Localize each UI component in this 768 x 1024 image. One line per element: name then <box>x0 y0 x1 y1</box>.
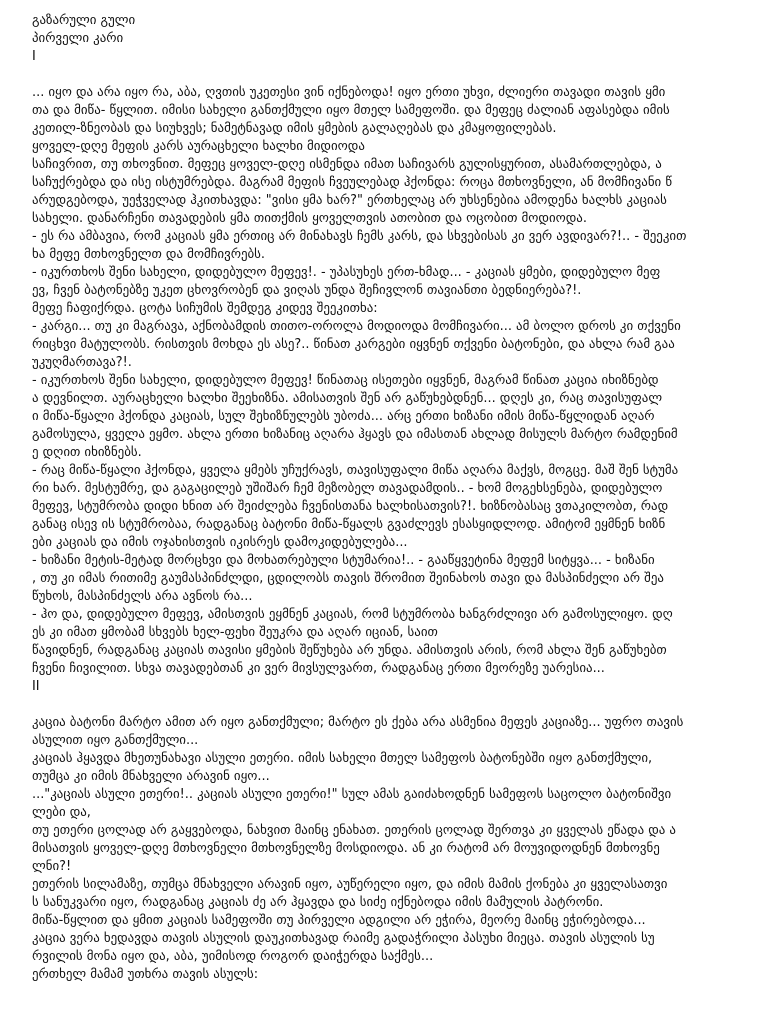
text-line: წავიდნენ, რადგანაც კაციას თავისი ყმების შეწუხება არ უნდა. ამისთვის არის, რომ ახლა შენ გაწუხებთ <box>32 643 667 658</box>
text-line: - ხიზანი მეტის-მეტად მორცხვი და მოხათრებული სტუმარია!.. - გააწყვეტინა მეფემ სიტყვა... - ხიზანი <box>32 553 655 568</box>
text-line: საჩივრით, თუ თხოვნით. მეფეც ყოველ-დღე ისმენდა იმათ საჩივარს გულისყურით, ასამართლებდა, ა <box>32 157 662 172</box>
text-line: ი მიწა-წყალი ჰქონდა კაციას, სულ შეხიზნულებს უბოძა... არც ერთი ხიზანი იმის მიწა-წყლიდან აღარ <box>32 409 655 424</box>
text-line: - ჰო და, დიდებულო მეფევ, ამისთვის ეყმნენ კაციას, რომ სტუმრობა ხანგრძლივი არ გამოსულიყო. დღ <box>32 607 673 622</box>
text-line: , თუ კი იმას რითიმე გაუმასპინძლდი, ცდილობს თავის შრომით შეინახოს თავი და მასპინძელი არ შეა <box>32 571 664 586</box>
text-line: ა დევნილთ. აურაცხელი ხალხი შეეხიზნა. ამისათვის შენ არ გაწუხებდნენ... დღეს კი, რაც თავისუფალ <box>32 391 663 406</box>
text-line: რი ხარ. მესტუმრე, და გაგაცილებ უშიშარ ჩემ მეზობელ თავადამდის.. - ხომ მოგეხსენება, დიდებულო <box>32 481 663 496</box>
document-subtitle: პირველი კარი <box>32 31 124 46</box>
text-line: არუდგებოდა, უეჭველად ჰკითხავდა: "ვისი ყმა ხარ?" ერთხელაც არ უხსენებია ამოდენა ხალხს კაციას <box>32 193 667 208</box>
text-line: მიწა-წყლით და ყმით კაციას სამეფოში თუ პირველი ადგილი არ ეჭირა, მეორე მაინც ეჭირებოდა... <box>32 913 646 928</box>
text-line: მისათვის ყოველ-დღე მთხოვნელი მთხოვნელზე მოსდიოდა. ან კი რატომ არ მოუვიდოდნენ მთხოვნე <box>32 841 660 856</box>
text-line: ევ, ჩვენ ბატონებზე უკეთ ცხოვრობენ და ვიღას უნდა შეჩივლონ თავიანთი ბედნიერება?!. <box>32 283 582 298</box>
text-line: კაციას ჰყავდა მხეთუნახავი ასული ეთერი. იმის სახელი მთელ სამეფოს ბატონებში იყო განთქმული, <box>32 751 653 766</box>
text-line: თა და მიწა- წყლით. იმისი სახელი განთქმული იყო მთელ სამეფოში. და მეფეც ძალიან აფასებდა იმის <box>32 103 670 118</box>
text-line: რვილის მონა იყო და, აბა, უიმისოდ როგორ დაიჭერდა საქმეს... <box>32 949 434 964</box>
text-line: განაც ისევ ის სტუმრობაა, რადგანაც ბატონი მიწა-წყალს გვაძლევს ესასყიდლოდ. ამიტომ ეყმნენ ხიზნ <box>32 517 666 532</box>
blank-line <box>32 696 748 714</box>
document-title: გაზარული გული <box>32 13 136 28</box>
text-line: ასულით იყო განთქმული... <box>32 733 199 748</box>
text-line: ყოველ-დღე მეფის კარს აურაცხელი ხალხი მიდიოდა <box>32 139 365 154</box>
text-line: - ეს რა ამბავია, რომ კაციას ყმა ერთიც არ მინახავს ჩემს კარს, და სხვებისას კი ვერ ავდივარ?!.. - შეეკით <box>32 229 687 244</box>
text-line: ეს კი იმათ ყმობამ სხვებს ხელ-ფეხი შეუკრა და აღარ იციან, საით <box>32 625 438 640</box>
text-line: - იკურთხოს შენი სახელი, დიდებულო მეფევ! წინათაც ისეთები იყვნენ, მაგრამ წინათ კაცია იხიზნებდ <box>32 373 659 388</box>
text-line: - იკურთხოს შენი სახელი, დიდებულო მეფევ!. - უპასუხეს ერთ-ხმად... - კაციას ყმები, დიდებულო მეფ <box>32 265 661 280</box>
text-line: კაცია ბატონი მარტო ამით არ იყო განთქმული; მარტო ეს ქება არა ასმენია მეფეს კაციაზე... უფრო თავის <box>32 715 684 730</box>
text-line: ეთერის სილამაზე, თუმცა მნახველი არავინ იყო, აუწერელი იყო, და იმის მამის ქონება კი ყველასათვი <box>32 877 668 892</box>
text-line: ს სანუკვარი იყო, რადგანაც კაციას ძე არ ჰყავდა და სიძე იქნებოდა იმის მამულის პატრონი. <box>32 895 604 910</box>
text-line: უკუღმართავა?!. <box>32 355 132 370</box>
text-line: მეფე ჩაფიქრდა. ცოტა სიჩუმის შემდეგ კიდევ შეეკითხა: <box>32 301 378 316</box>
text-line: ... იყო და არა იყო რა, აბა, ღვთის უკეთესი ვინ იქნებოდა! იყო ერთი უხვი, ძლიერი თავადი თავის ყმი <box>32 85 666 100</box>
text-line: თუმცა კი იმის მნახველი არავინ იყო... <box>32 769 270 784</box>
section-one-label: I <box>32 49 36 64</box>
text-line: კეთილ-ზნეობას და სიუხვეს; ნამეტნავად იმის ყმების გალაღებას და კმაყოფილებას. <box>32 121 557 136</box>
text-line: რიცხვი მატულობს. რისთვის მოხდა ეს ასე?.. წინათ კარგები იყვნენ თქვენი ბატონები, და ახლა რამ გაა <box>32 337 675 352</box>
text-line: წუხოს, მასპინძელს არა ავნოს რა... <box>32 589 253 604</box>
text-line: ..."კაციას ასული ეთერი!.. კაციას ასული ეთერი!" სულ ამას გაიძახოდნენ სამეფოს საცოლო ბატონიშვი <box>32 787 672 802</box>
text-line: ე დღით იხიზნებს. <box>32 445 142 460</box>
section-two-label: II <box>32 679 40 694</box>
text-line: - კარგი... თუ კი მაგრავა, აქნობამდის თითო-ოროლა მოდიოდა მომჩივარი... ამ ბოლო დროს კი თქვენი <box>32 319 681 334</box>
text-line: ლნი?! <box>32 859 72 874</box>
text-line: ლები და, <box>32 805 91 820</box>
text-line: გამოსულა, ყველა ეყმო. ახლა ერთი ხიზანიც აღარა ჰყავს და იმასთან ახლად მისულს მარტო რამდენიმ <box>32 427 678 442</box>
text-line: საჩუქრებდა და ისე ისტუმრებდა. მაგრამ მეფის ჩვეულებად ჰქონდა: როცა მთხოვნელი, ან მომჩივანი წ <box>32 175 672 190</box>
text-line: ხა მეფე მთხოვნელთ და მომჩივრებს. <box>32 247 266 262</box>
text-line: სახელი. დანარჩენი თავადების ყმა თითქმის ყოველთვის ათობით და ოცობით მოდიოდა. <box>32 211 587 226</box>
blank-line <box>32 66 748 84</box>
text-line: თუ ეთერი ცოლად არ გაყვებოდა, ნახვით მაინც ენახათ. ეთერის ცოლად შერთვა კი ყველას ეწადა და ა <box>32 823 676 838</box>
text-line: ები კაციას და იმის ოჯახისთვის იკისრეს დამოკიდებულება... <box>32 535 408 550</box>
text-line: მეფევ, სტუმრობა დიდი ხნით არ შეიძლება ჩვენისთანა ხალხისათვის?!. ხიზნობასაც ვთაკილობთ, რად <box>32 499 669 514</box>
section-one-body <box>32 84 748 678</box>
text-line: კაცია ვერა ხედავდა თავის ასულის დაუკითხავად რაიმე გადაჭრილი პასუხი მიეცა. თავის ასულის სუ <box>32 931 655 946</box>
text-line: ჩვენი ჩივილით. სხვა თავადებთან კი ვერ მივსულვართ, რადგანაც ერთი მეორეზე უარესია... <box>32 661 605 676</box>
text-line: ერთხელ მამამ უთხრა თავის ასულს: <box>32 967 259 982</box>
text-line: - რაც მიწა-წყალი ჰქონდა, ყველა ყმებს უჩუქრავს, თავისუფალი მიწა აღარა მაქვს, მოგცე. მაშ შენ სტუმა <box>32 463 679 478</box>
section-two-body <box>32 714 748 984</box>
